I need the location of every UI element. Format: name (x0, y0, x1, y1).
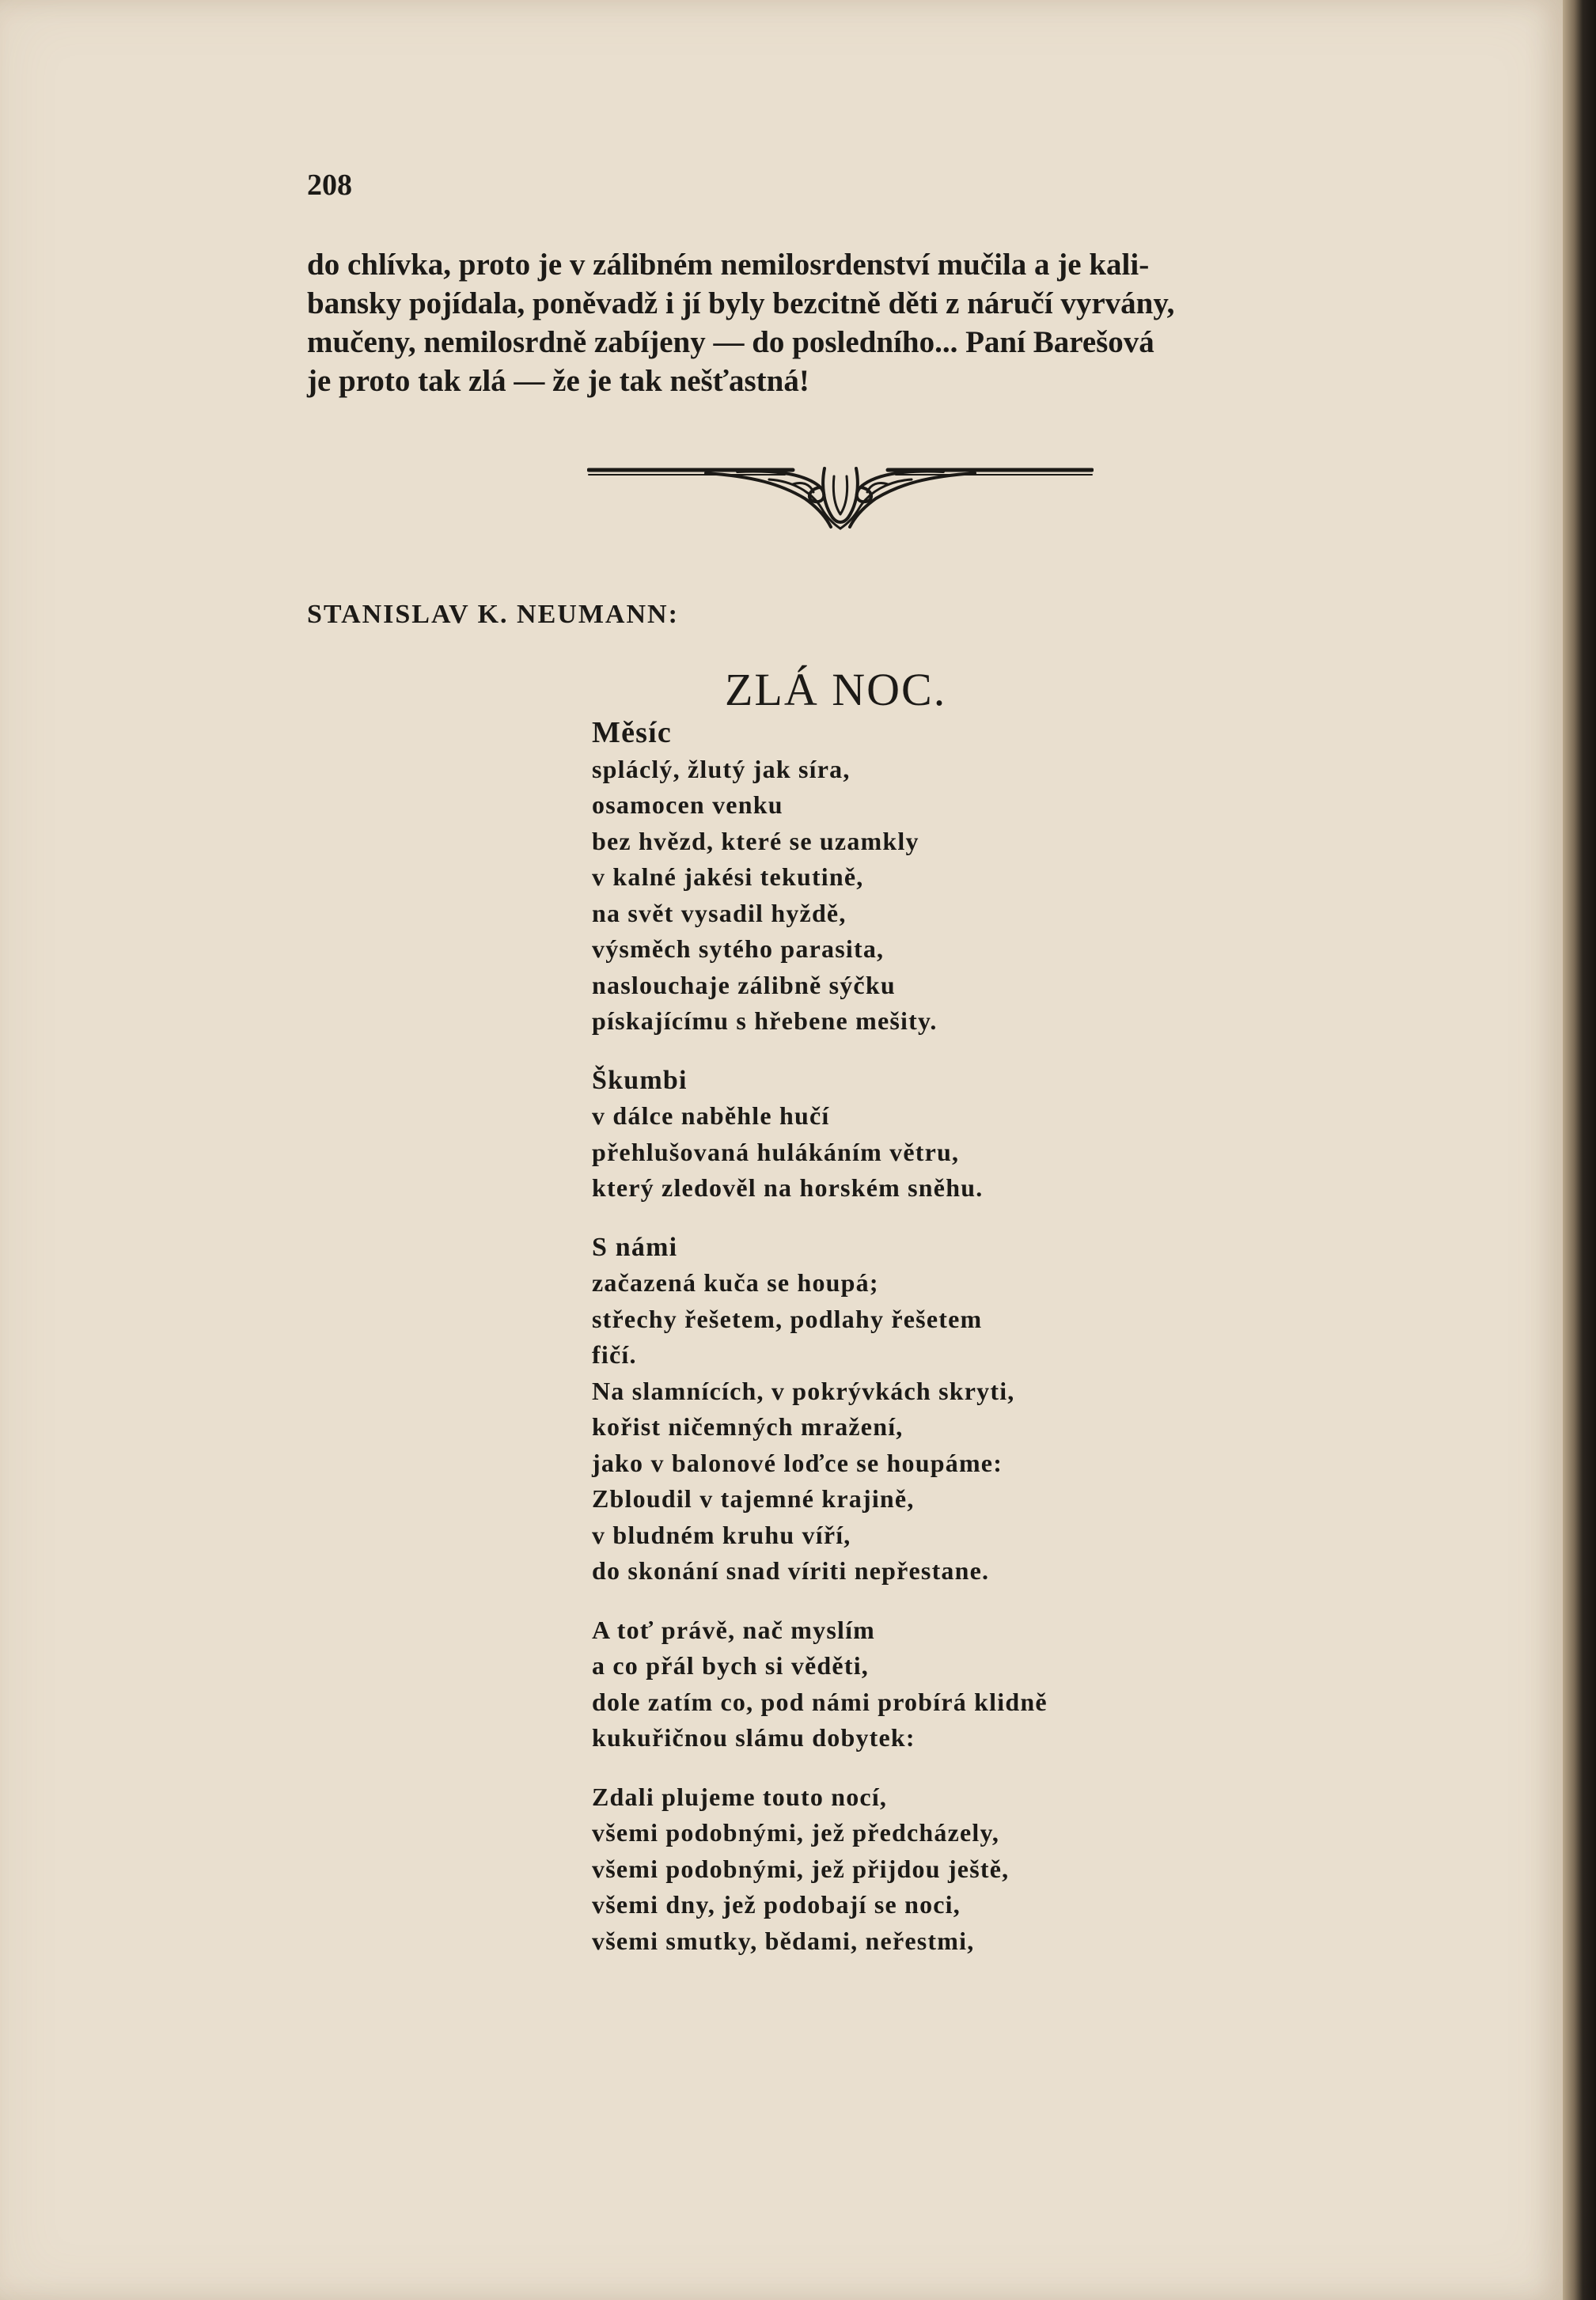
poem-line: do skonání snad víriti nepřestane. (592, 1556, 990, 1585)
poem-stanza (592, 1779, 1048, 1960)
page-number: 208 (307, 169, 352, 202)
poem-line: osamocen venku (592, 790, 783, 819)
poem-line: v dálce naběhle hučí (592, 1101, 830, 1130)
prose-line: je proto tak zlá — že je tak nešťastná! (307, 364, 809, 398)
poem-line: všemi smutky, bědami, neřestmi, (592, 1926, 975, 1955)
poem-line: naslouchaje zálibně sýčku (592, 970, 896, 999)
prose-paragraph (307, 245, 1174, 400)
poem-line: kukuřičnou slámu dobytek: (592, 1723, 916, 1752)
poem-stanza (592, 1612, 1048, 1756)
poem-stanza (592, 1063, 1048, 1207)
poem-line: S námi (592, 1232, 678, 1262)
poem-title: ZLÁ NOC. (725, 664, 947, 715)
poem-line: všemi podobnými, jež předcházely, (592, 1818, 1000, 1847)
poem-line: dole zatím co, pod námi probírá klidně (592, 1687, 1048, 1716)
poem-line: který zledověl na horském sněhu. (592, 1173, 984, 1202)
poem-line: A toť právě, nač myslím (592, 1615, 876, 1644)
poem-line: a co přál bych si věděti, (592, 1651, 869, 1680)
poem-line: Škumbi (592, 1065, 688, 1095)
poem-line: v bludném kruhu víří, (592, 1520, 851, 1549)
ornament-divider-icon (587, 453, 1094, 532)
poem-body (592, 715, 1048, 1982)
poem-line: přehlušovaná hulákáním větru, (592, 1137, 960, 1166)
poem-line: střechy řešetem, podlahy řešetem (592, 1304, 983, 1333)
poem-line: všemi podobnými, jež přijdou ještě, (592, 1854, 1010, 1883)
poem-line: výsměch sytého parasita, (592, 934, 885, 963)
poem-line: Zbloudil v tajemné krajině, (592, 1484, 915, 1513)
author-name: STANISLAV K. NEUMANN: (307, 600, 679, 629)
poem-line: fičí. (592, 1340, 637, 1369)
poem-line: v kalné jakési tekutině, (592, 862, 864, 891)
poem-line: jako v balonové loďce se houpáme: (592, 1448, 1003, 1477)
book-page-edge (1563, 0, 1596, 2300)
prose-line: bansky pojídala, poněvadž i jí byly bezcitně děti z náručí vyrvány, (307, 286, 1175, 320)
prose-line: mučeny, nemilosrdně zabíjeny — do posledního... Paní Barešová (307, 325, 1154, 359)
poem-line: Měsíc (592, 716, 672, 749)
poem-line: spláclý, žlutý jak síra, (592, 754, 851, 783)
poem-line: Zdali plujeme touto nocí, (592, 1782, 888, 1811)
poem-line: kořist ničemných mražení, (592, 1412, 904, 1441)
poem-line: Na slamnících, v pokrývkách skryti, (592, 1376, 1015, 1405)
prose-line: do chlívka, proto je v zálibném nemilosrdenství mučila a je kali- (307, 248, 1150, 282)
poem-stanza (592, 1230, 1048, 1590)
poem-line: bez hvězd, které se uzamkly (592, 826, 919, 855)
poem-line: začazená kuča se houpá; (592, 1268, 879, 1297)
poem-line: pískajícímu s hřebene mešity. (592, 1006, 938, 1035)
poem-line: všemi dny, jež podobají se noci, (592, 1890, 961, 1919)
poem-line: na svět vysadil hyždě, (592, 898, 847, 927)
poem-stanza (592, 715, 1048, 1040)
